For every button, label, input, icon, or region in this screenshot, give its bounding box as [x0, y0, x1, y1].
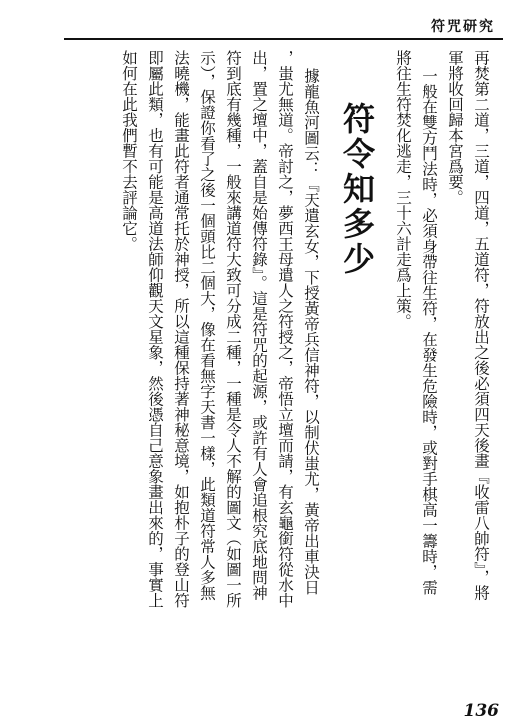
section-title: 符令知多少	[338, 102, 376, 277]
section-spacer	[324, 50, 338, 680]
text-column: 法曉機，能畫此符者通常托於神授，所以這種保持著神秘意境，如抱朴子的登山符	[172, 50, 190, 608]
text-column: 軍將收回歸本宮爲要。	[446, 50, 464, 205]
text-column: 出，置之壇中，蓋自是始傳符錄』。這是符咒的起源，或許有人會追根究底地問神	[250, 50, 268, 601]
running-head: 符咒研究	[431, 19, 495, 35]
text-column: ，蚩尤無道。帝討之，夢西王母遣人之符授之，帝悟立壇而請，有玄龜銜符從水中	[276, 50, 294, 608]
page-number: 136	[463, 701, 499, 721]
text-column: 如何在此我們暫不去評論它。	[120, 50, 138, 252]
text-column: 符到底有幾種，一般來講道符大致可分成二種，一種是令人不解的圖文（如圖一所	[224, 50, 242, 608]
header-rule	[64, 38, 503, 40]
vertical-text-body	[44, 50, 494, 680]
text-column: 將往生符焚化逃走，三十六計走爲上策。	[394, 50, 412, 329]
text-column: 再焚第二道，三道，四道，五道符，符放出之後必須四天後畫『收雷八帥符』，將	[472, 50, 490, 601]
page-header	[0, 0, 515, 48]
text-column: 示），保證你看了之後一個頭比二個大，像在看無字天書一樣，此類道符常人多無	[198, 50, 216, 601]
text-column: 據龍魚河圖云：『天遣玄女，下授黃帝兵信神符，以制伏蚩尤，黃帝出車決日	[302, 68, 320, 595]
text-column: 即屬此類，也有可能是高道法師仰觀天文星象，然後憑自己意象畫出來的，事實上	[146, 50, 164, 608]
section-spacer	[376, 50, 390, 680]
text-column: 一般在雙方鬥法時，必須身帶往生符，在發生危險時，或對手棋高一籌時，需	[420, 68, 438, 595]
